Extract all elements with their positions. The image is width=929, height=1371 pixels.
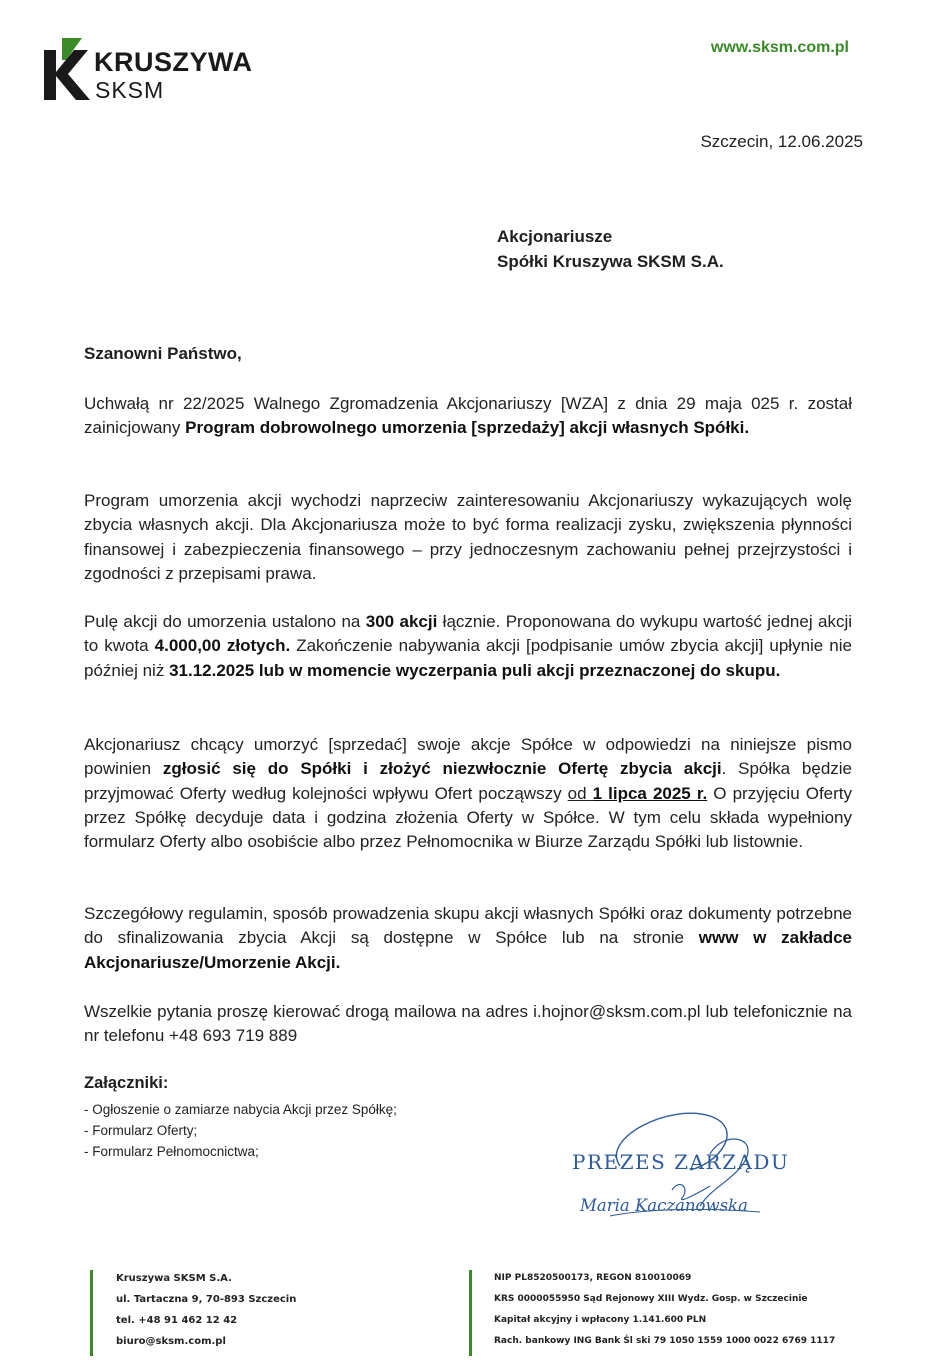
footer-line: biuro@sksm.com.pl xyxy=(116,1336,226,1347)
logo-name: KRUSZYWA xyxy=(94,47,253,77)
paragraph-text: . Spółka będzie przyjmować Oferty według kolejności wpływu Ofert począwszy xyxy=(84,759,852,803)
recipient-block xyxy=(497,224,724,274)
footer-line: Rach. bankowy ING Bank Śl ski 79 1050 1559 1000 0022 6769 1117 xyxy=(494,1336,836,1346)
footer-divider xyxy=(90,1270,93,1356)
paragraph-bold: www w zakładce Akcjonariusze/Umorzenie Akcji. xyxy=(84,928,852,972)
paragraph-text: Akcjonariusz chcący umorzyć [sprzedać] swoje akcje Spółce w odpowiedzi na niniejsze pismo powinien xyxy=(84,735,852,779)
paragraph-4 xyxy=(84,733,852,854)
footer-line: ul. Tartaczna 9, 70-893 Szczecin xyxy=(116,1294,297,1305)
paragraph-text: Szczegółowy regulamin, sposób prowadzenia skupu akcji własnych Spółki oraz dokumenty potrzebne do sfinalizowania zbycia Akcji są dostępne w Spółce lub na stronie xyxy=(84,904,852,948)
logo-subtitle: SKSM xyxy=(95,77,165,103)
signature-stamp xyxy=(560,1108,810,1228)
attachment-item: - Ogłoszenie o zamiarze nabycia Akcji przez Spółkę; xyxy=(84,1102,397,1117)
paragraph-text: łącznie. Proponowana do wykupu wartość jednej akcji to kwota xyxy=(84,612,852,656)
paragraph-bold: Program dobrowolnego umorzenia [sprzedaży] akcji własnych Spółki. xyxy=(185,418,750,438)
attachments-title: Załączniki: xyxy=(84,1074,169,1092)
footer-address xyxy=(116,1268,296,1352)
letter-date: Szczecin, 12.06.2025 xyxy=(700,132,863,151)
footer-line: tel. +48 91 462 12 42 xyxy=(116,1315,238,1326)
attachments-list xyxy=(84,1099,397,1162)
attachment-item: - Formularz Pełnomocnictwa; xyxy=(84,1144,259,1159)
paragraph-underline-bold: 1 lipca 2025 r. xyxy=(592,783,708,803)
paragraph-text: Program umorzenia akcji wychodzi naprzeciw zainteresowaniu Akcjonariuszy wykazujących wolę zbycia własnych akcji. Dla Akcjonariusza może to być forma realizacji zysku, zwiększenia płynności finansowej i zabezpieczenia finansowego – przy jednoczesnym zachowaniu pełnej przejrzystości i zgodności z przepisami prawa. xyxy=(84,491,852,583)
recipient-line-2: Spółki Kruszywa SKSM S.A. xyxy=(497,252,724,271)
footer-divider xyxy=(469,1270,472,1356)
recipient-line-1: Akcjonariusze xyxy=(497,227,613,246)
paragraph-5 xyxy=(84,902,852,975)
website-link[interactable]: www.sksm.com.pl xyxy=(710,39,849,56)
footer-line: KRS 0000055950 Sąd Rejonowy XIII Wydz. Gosp. w Szczecinie xyxy=(494,1294,808,1304)
footer-line: NIP PL8520500173, REGON 810010069 xyxy=(494,1273,692,1283)
footer-line: Kruszywa SKSM S.A. xyxy=(116,1273,232,1284)
logo-k-mark-icon xyxy=(44,38,94,104)
signature-title: PREZES ZARZĄDU xyxy=(572,1150,790,1174)
greeting: Szanowni Państwo, xyxy=(84,344,242,363)
paragraph-text: Zakończenie nabywania akcji [podpisanie umów zbycia akcji] upłynie nie później niż xyxy=(84,636,852,680)
company-logo xyxy=(44,38,253,104)
paragraph-bold: 31.12.2025 lub w momencie wyczerpania puli akcji przeznaczonej do skupu. xyxy=(169,660,781,680)
signature-name: Maria Kaczanowska xyxy=(580,1196,748,1215)
paragraph-1 xyxy=(84,392,852,441)
paragraph-bold: zgłosić się do Spółki i złożyć niezwłocznie Ofertę zbycia akcji xyxy=(162,759,722,779)
paragraph-3 xyxy=(84,610,852,683)
paragraph-6 xyxy=(84,1000,852,1049)
paragraph-text: Uchwałą nr 22/2025 Walnego Zgromadzenia Akcjonariuszy [WZA] z dnia 29 maja 025 r. został zainicjowany xyxy=(84,394,852,438)
paragraph-text: Wszelkie pytania proszę kierować drogą mailowa na adres i.hojnor@sksm.com.pl lub telefonicznie na nr telefonu +48 693 719 889 xyxy=(84,1002,852,1046)
paragraph-underline: od xyxy=(567,783,593,803)
footer-line: Kapitał akcyjny i wpłacony 1.141.600 PLN xyxy=(494,1315,707,1325)
paragraph-bold: 4.000,00 złotych. xyxy=(154,636,291,656)
attachment-item: - Formularz Oferty; xyxy=(84,1123,198,1138)
footer-registration xyxy=(494,1268,894,1352)
paragraph-2 xyxy=(84,489,852,586)
paragraph-text: Pulę akcji do umorzenia ustalono na xyxy=(84,612,366,631)
paragraph-bold: 300 akcji xyxy=(365,612,438,631)
paragraph-text: O przyjęciu Oferty przez Spółkę decyduje data i godzina złożenia Oferty w Spółce. W tym celu składa wypełniony formularz Oferty albo osobiście albo przez Pełnomocnika w Biurze Zarządu Spółki lub listownie. xyxy=(84,783,853,852)
